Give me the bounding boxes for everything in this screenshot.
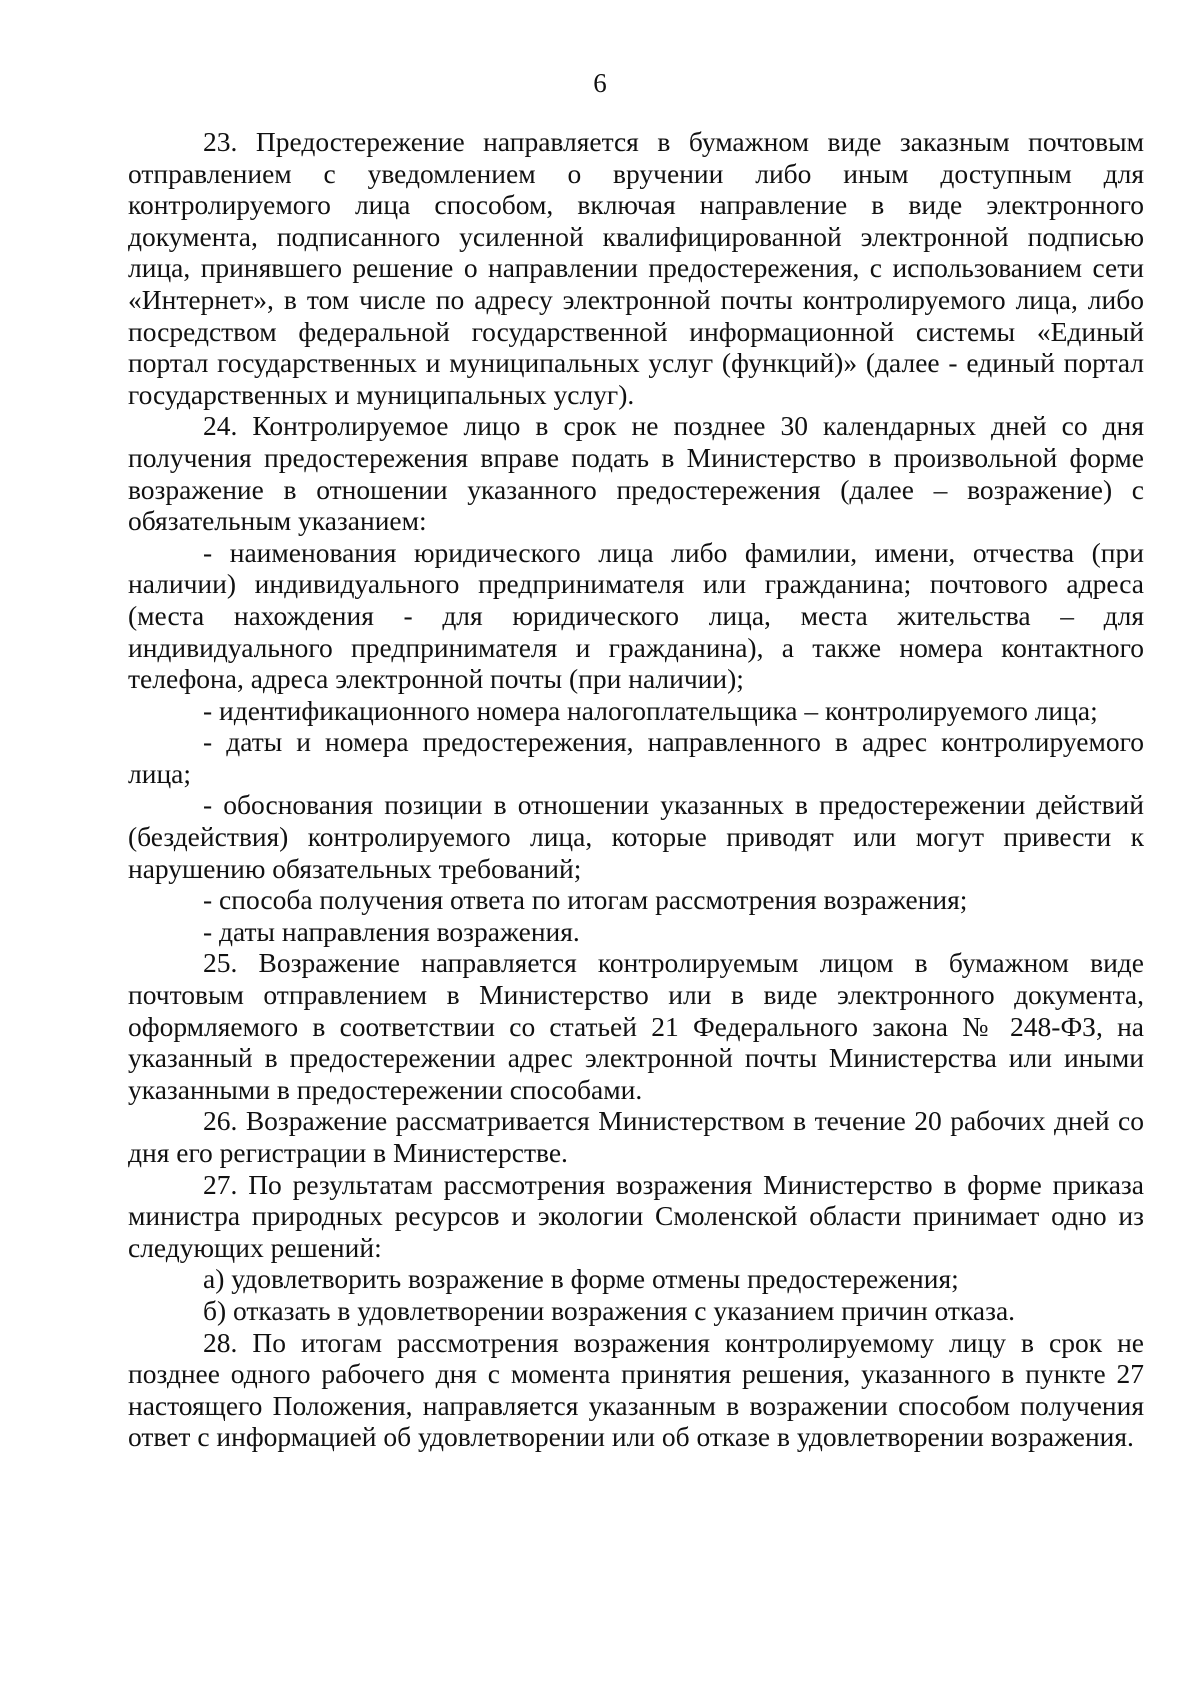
paragraph-23: 23. Предостережение направляется в бумажном виде заказным почтовым отправлением с уведомлением о вручении либо иным доступным для контролируемого лица способом, включая направление в виде электронного документа, подписанного усиленной квалифицированной электронной подписью лица, принявшего решение о направлении предостережения, с использованием сети «Интернет», в том числе по адресу электронной почты контролируемого лица, либо посредством федеральной государственной информационной системы «Единый портал государственных и муниципальных услуг (функций)» (далее - единый портал государственных и муниципальных услуг). (128, 126, 1144, 410)
paragraph-28: 28. По итогам рассмотрения возражения контролируемому лицу в срок не позднее одного рабочего дня с момента принятия решения, указанного в пункте 27 настоящего Положения, направляется указанным в возражении способом получения ответ с информацией об удовлетворении или об отказе в удовлетворении возражения. (128, 1326, 1144, 1453)
list-item-inn: - идентификационного номера налогоплательщика – контролируемого лица; (203, 694, 1098, 726)
paragraph-25: 25. Возражение направляется контролируемым лицом в бумажном виде почтовым отправлением в Министерство или в виде электронного документа, оформляемого в соответствии со статьей 21 Федерального закона № 248-ФЗ, на указанный в предостережении адрес электронной почты Министерства или иными указанными в предостережении способами. (128, 947, 1144, 1105)
document-body (128, 126, 1144, 1453)
list-item-response-method: - способа получения ответа по итогам рассмотрения возражения; (203, 884, 968, 916)
page-number: 6 (593, 68, 607, 98)
list-item-justification: - обоснования позиции в отношении указанных в предостережении действий (бездействия) контролируемого лица, которые приводят или могут привести к нарушению обязательных требований; (128, 789, 1144, 884)
decision-option-b: б) отказать в удовлетворении возражения с указанием причин отказа. (203, 1294, 1016, 1326)
paragraph-27: 27. По результатам рассмотрения возражения Министерство в форме приказа министра природных ресурсов и экологии Смоленской области принимает одно из следующих решений: (128, 1168, 1144, 1263)
list-item-warning-date: - даты и номера предостережения, направленного в адрес контролируемого лица; (128, 726, 1144, 789)
list-item-name: - наименования юридического лица либо фамилии, имени, отчества (при наличии) индивидуального предпринимателя или гражданина; почтового адреса (места нахождения - для юридического лица, места жительства – для индивидуального предпринимателя и гражданина), а также номера контактного телефона, адреса электронной почты (при наличии); (128, 536, 1144, 695)
paragraph-24: 24. Контролируемое лицо в срок не позднее 30 календарных дней со дня получения предостережения вправе подать в Министерство в произвольной форме возражение в отношении указанного предостережения (далее – возражение) с обязательным указанием: (128, 410, 1144, 537)
decision-option-a: а) удовлетворить возражение в форме отмены предостережения; (203, 1263, 959, 1295)
paragraph-26: 26. Возражение рассматривается Министерством в течение 20 рабочих дней со дня его регистрации в Министерстве. (128, 1105, 1144, 1168)
list-item-objection-date: - даты направления возражения. (203, 915, 580, 947)
